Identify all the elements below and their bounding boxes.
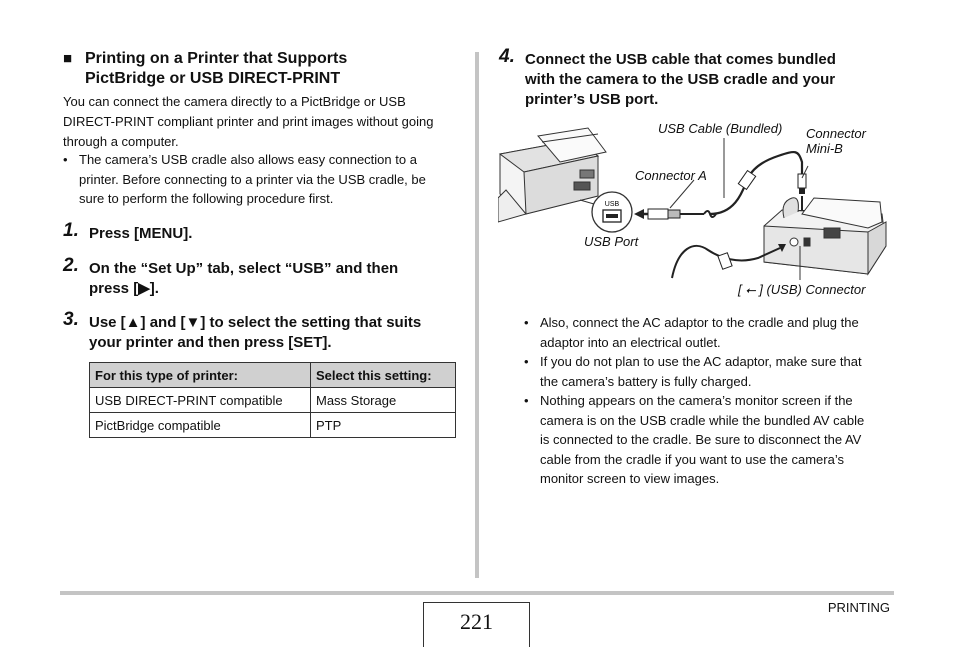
bullet-dot: • <box>524 393 529 408</box>
step-line: your printer and then press [SET]. <box>89 334 332 351</box>
table-header-row <box>90 363 456 388</box>
table-cell: PTP <box>311 413 456 438</box>
column-divider <box>475 52 479 578</box>
connector-a-label: Connector A <box>635 168 707 183</box>
step-text <box>89 259 398 299</box>
cradle-note-bullet <box>63 150 463 209</box>
step-line: Connect the USB cable that comes bundled <box>525 51 836 68</box>
intro-paragraph <box>63 92 463 152</box>
connector-mini-b <box>798 174 806 188</box>
connector-a <box>648 209 668 219</box>
bullet-line: camera is on the USB cradle while the bundled AV cable <box>540 412 865 428</box>
step-text <box>89 313 421 353</box>
bullet-line: The camera’s USB cradle also allows easy connection to a <box>79 152 417 167</box>
bullet-dot: • <box>524 354 529 369</box>
bullet-line: monitor screen to view images. <box>540 471 720 486</box>
bullet-line: Also, connect the AC adaptor to the cradle and plug the <box>540 315 859 330</box>
printer-illustration <box>498 128 606 222</box>
step-number: 4. <box>499 46 515 67</box>
bullet-line: the camera’s battery is fully charged. <box>540 373 752 389</box>
section-heading <box>63 49 463 89</box>
bullet-line: cable from the cradle if you want to use the camera’s <box>540 451 844 467</box>
intro-line: You can connect the camera directly to a PictBridge or USB <box>63 94 406 109</box>
ac-adaptor-bullet <box>524 313 896 352</box>
bullet-dot: • <box>63 152 68 167</box>
table-cell: Mass Storage <box>311 388 456 413</box>
table-header-cell: Select this setting: <box>311 363 456 388</box>
battery-bullet <box>524 352 896 391</box>
bullet-line: adaptor into an electrical outlet. <box>540 334 721 350</box>
page-number: 221 <box>423 602 530 647</box>
step-line: Use [▲] and [▼] to select the setting that suits <box>89 314 422 331</box>
table-cell: USB DIRECT-PRINT compatible <box>90 388 311 413</box>
connection-diagram <box>498 118 894 303</box>
monitor-bullet <box>524 391 896 489</box>
bullet-line: is connected to the cradle. Be sure to disconnect the AV <box>540 432 862 447</box>
step-number: 3. <box>63 309 79 330</box>
intro-line: through a computer. <box>63 134 179 149</box>
section-title-line1: Printing on a Printer that Supports <box>85 50 348 67</box>
step-line: printer’s USB port. <box>525 91 659 108</box>
bullet-line: printer. Before connecting to a printer via the USB cradle, be <box>79 171 426 187</box>
bullet-line: If you do not plan to use the AC adaptor, make sure that <box>540 354 862 369</box>
table-row <box>90 413 456 438</box>
footer-divider <box>60 591 894 595</box>
connector-minib-label-line2: Mini-B <box>806 141 843 156</box>
bullet-line: sure to perform the following procedure first. <box>79 191 334 206</box>
section-title-line2: PictBridge or USB DIRECT-PRINT <box>85 70 341 87</box>
intro-line: DIRECT-PRINT compliant printer and print images without going <box>63 114 434 129</box>
insert-arrow <box>634 209 644 219</box>
usb-cradle <box>764 198 886 274</box>
usb-cable-label: USB Cable (Bundled) <box>658 121 783 136</box>
step-line: Press [MENU]. <box>89 225 193 242</box>
usb-connector-label: [ ⭠ ] (USB) Connector <box>738 282 866 297</box>
table-cell: PictBridge compatible <box>90 413 311 438</box>
square-bullet-icon: ■ <box>63 50 73 67</box>
step-line: press [▶]. <box>89 280 159 297</box>
table-header-cell: For this type of printer: <box>90 363 311 388</box>
step-text <box>525 50 905 110</box>
step-line: On the “Set Up” tab, select “USB” and then <box>89 260 399 277</box>
footer-section-name: PRINTING <box>827 600 890 615</box>
printer-settings-table <box>89 362 456 438</box>
step-number: 2. <box>63 255 79 276</box>
step-text <box>89 224 192 244</box>
bullet-line: Nothing appears on the camera’s monitor screen if the <box>540 393 853 408</box>
usb-port-marking: USB <box>604 201 620 208</box>
connector-minib-label-line1: Connector <box>806 126 866 141</box>
usb-port-label: USB Port <box>584 234 639 249</box>
ferrite-core <box>738 171 755 190</box>
step-number: 1. <box>63 220 79 241</box>
step-line: with the camera to the USB cradle and your <box>525 71 836 88</box>
table-row <box>90 388 456 413</box>
bullet-dot: • <box>524 315 529 330</box>
